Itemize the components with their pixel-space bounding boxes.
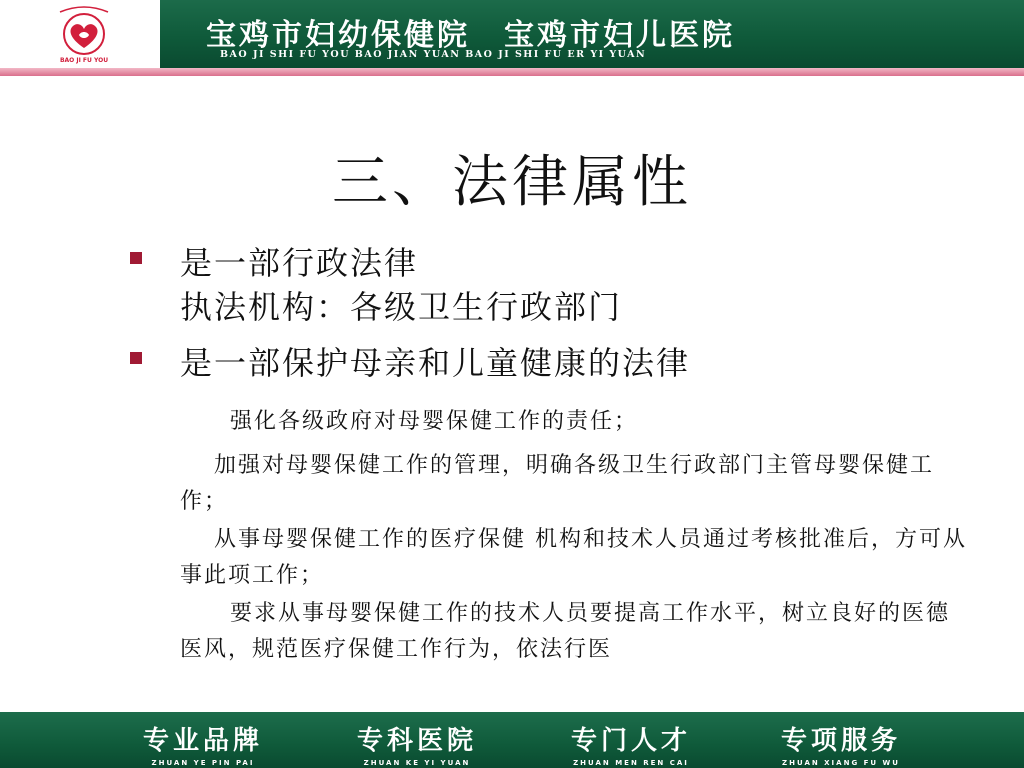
footer-slogan-3-text: 专门人才: [570, 726, 691, 756]
hospital-names: [206, 10, 986, 54]
footer-slogan-1-text: 专业品牌: [142, 726, 263, 756]
point-4: 要求从事母婴保健工作的技术人员要提高工作水平，树立良好的医德医风，规范医疗保健工作行为，依法行医: [180, 601, 951, 662]
footer-slogan-3-pinyin: ZHUAN MEN REN CAI: [573, 759, 689, 767]
slide-title: 三、法律属性: [332, 150, 692, 215]
hospital-name-left: 宝鸡市妇幼保健院: [206, 18, 470, 53]
footer-slogan-3: [546, 720, 716, 767]
hospital-pinyin: BAO JI SHI FU YOU BAO JIAN YUAN BAO JI SHI FU ER YI YUAN: [220, 49, 647, 60]
footer-slogan-4-pinyin: ZHUAN XIANG FU WU: [782, 759, 900, 767]
footer-slogan-4: [756, 720, 926, 767]
point-2: 加强对母婴保健工作的管理，明确各级卫生行政部门主管母婴保健工作；: [180, 453, 935, 514]
pink-stripe: [0, 68, 1024, 76]
footer-slogan-1-pinyin: ZHUAN YE PIN PAI: [151, 759, 255, 767]
footer-banner: [0, 712, 1024, 768]
bullet-2-line-1: 是一部保护母亲和儿童健康的法律: [180, 344, 691, 382]
footer-slogan-4-text: 专项服务: [780, 726, 901, 756]
bullet-square-icon: [130, 252, 142, 264]
point-1: 强化各级政府对母婴保健工作的责任；: [230, 409, 639, 434]
heart-logo-icon: [46, 4, 122, 64]
footer-slogan-1: [118, 720, 288, 767]
logo-caption: BAO JI FU YOU: [59, 57, 109, 64]
header-banner: [0, 0, 1024, 76]
footer-slogan-2-pinyin: ZHUAN KE YI YUAN: [363, 759, 471, 767]
bullet-1-line-2: 执法机构：各级卫生行政部门: [180, 288, 623, 326]
bullet-square-icon: [130, 352, 142, 364]
bullet-1-line-1: 是一部行政法律: [180, 244, 419, 282]
footer-slogan-2-text: 专科医院: [356, 726, 477, 756]
footer-slogan-2: [332, 720, 502, 767]
header-curve: [120, 0, 180, 68]
hospital-name-right: 宝鸡市妇儿医院: [504, 18, 735, 53]
point-3: 从事母婴保健工作的医疗保健 机构和技术人员通过考核批准后，方可从事此项工作；: [180, 527, 967, 588]
